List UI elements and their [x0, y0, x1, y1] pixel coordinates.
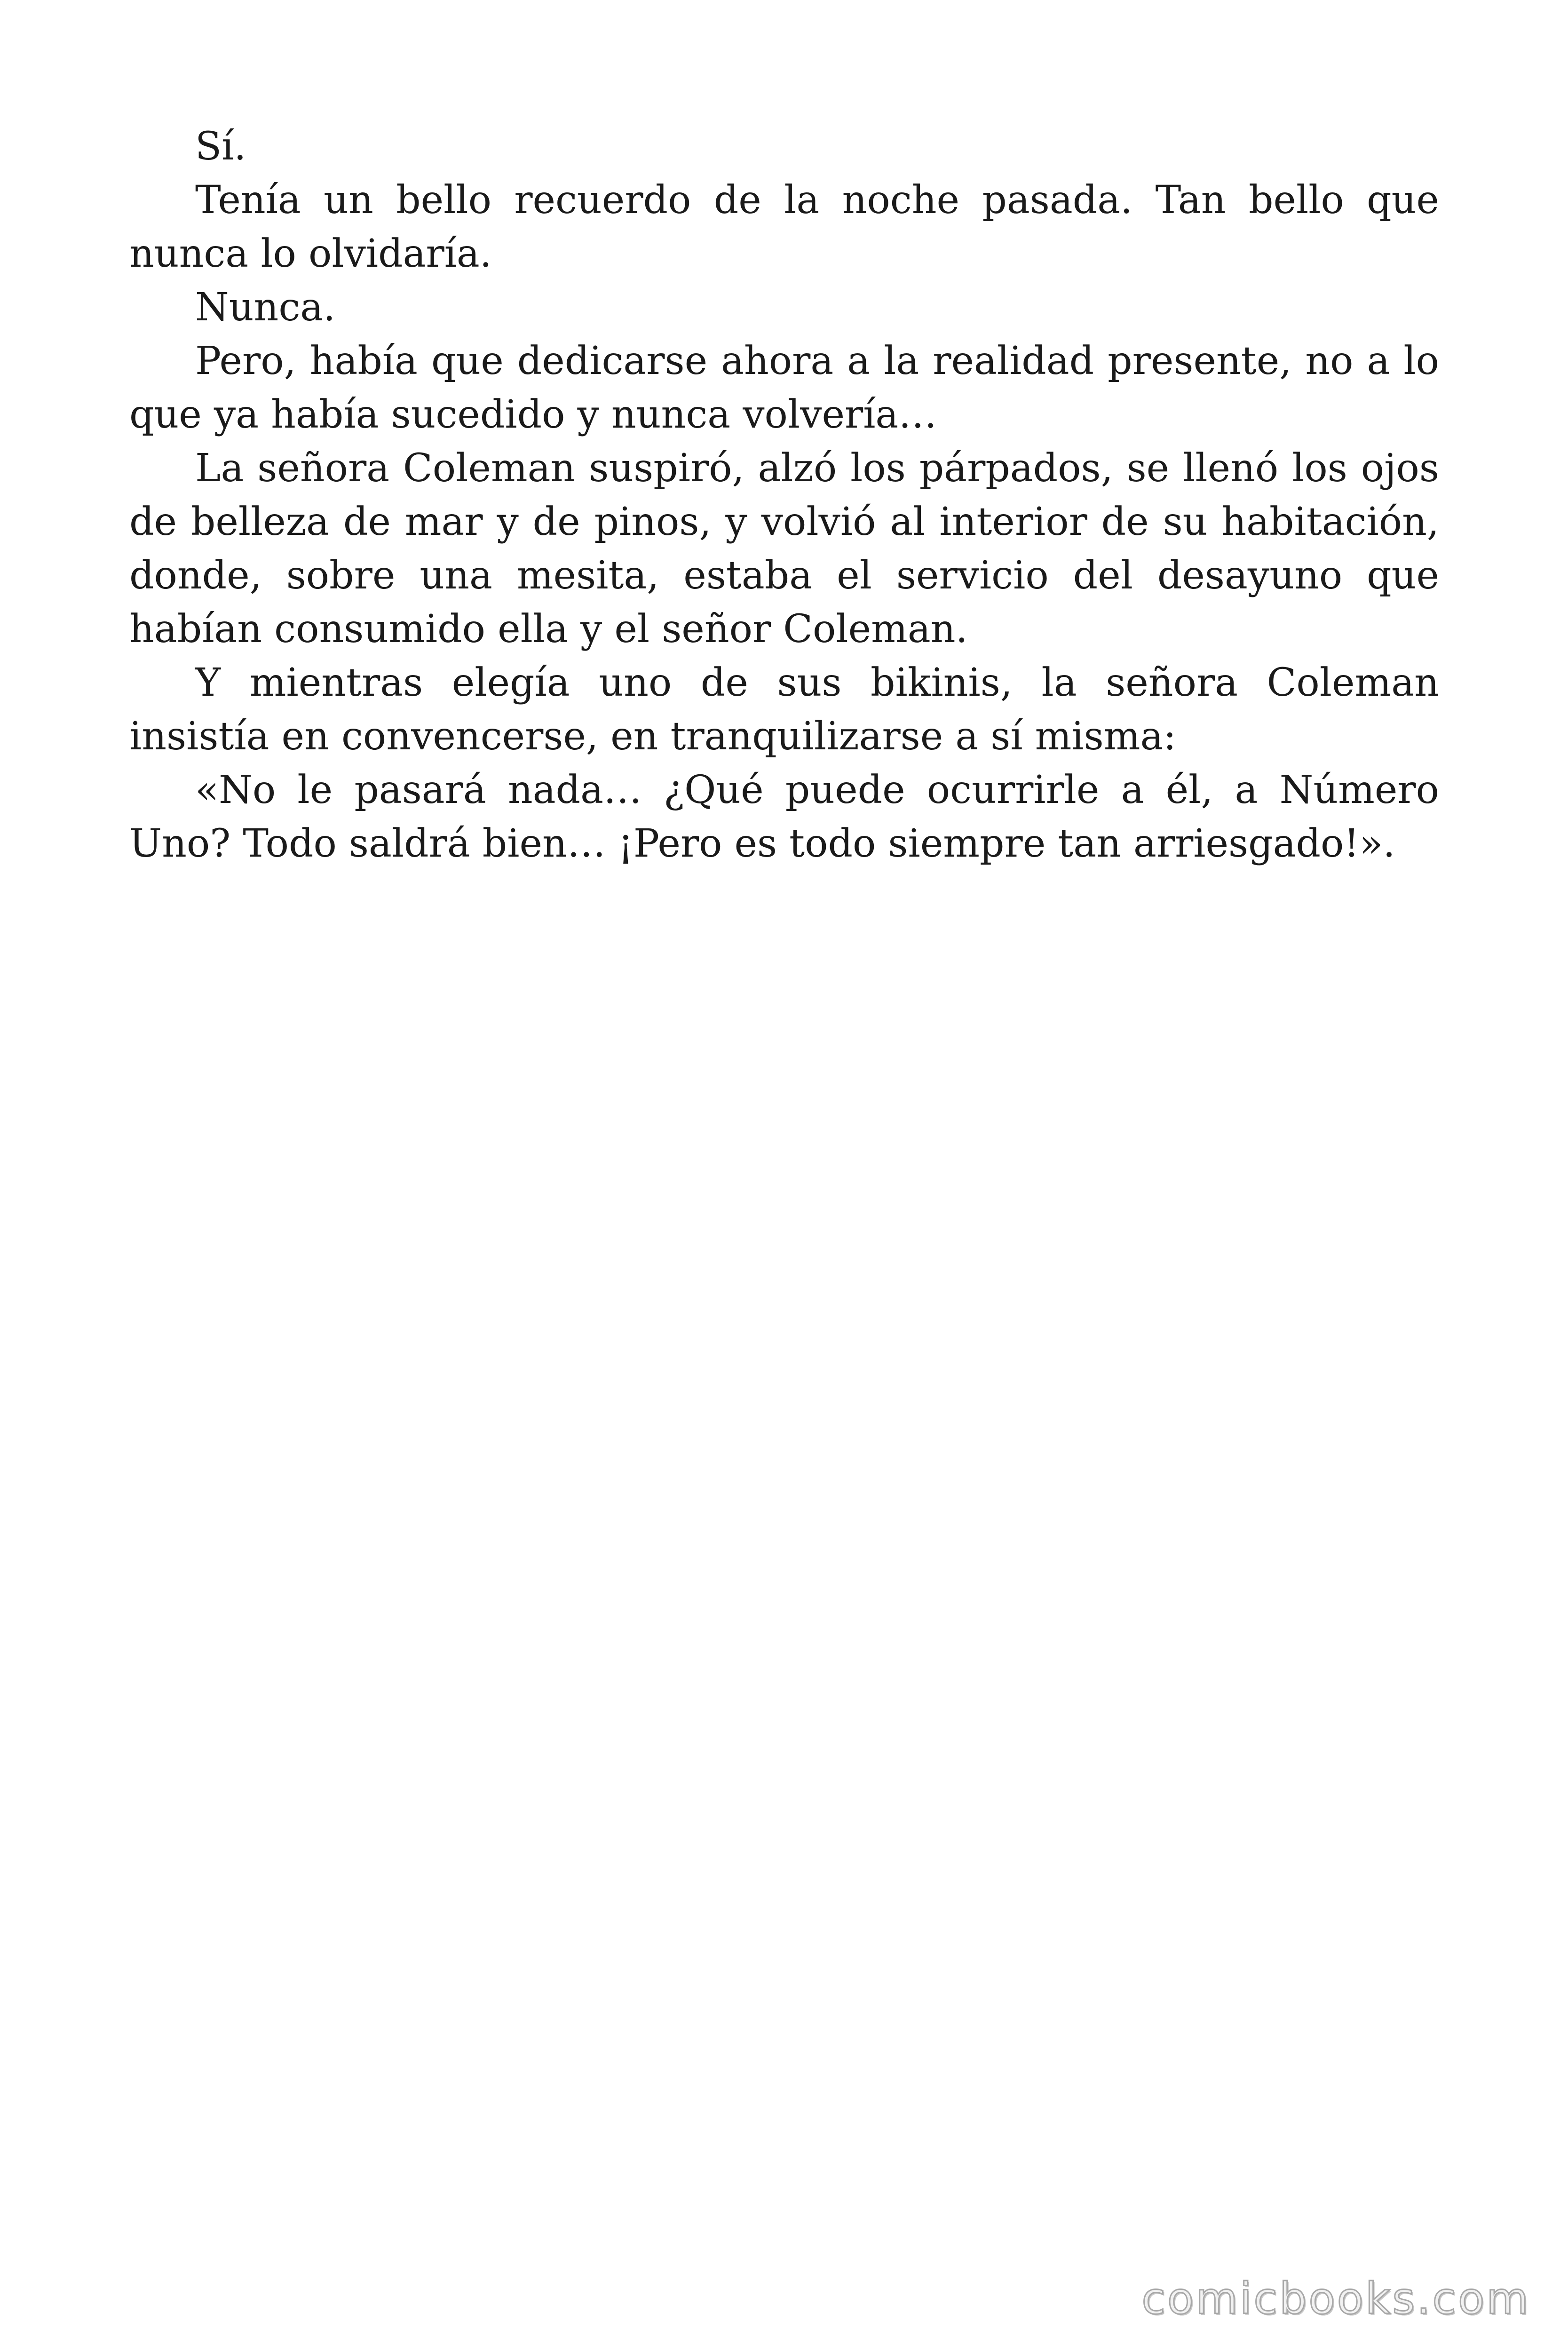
paragraph: Sí. — [195, 124, 246, 169]
paragraph: Nunca. — [195, 285, 336, 330]
body-text — [129, 120, 1439, 871]
paragraph: Pero, había que dedicarse ahora a la realidad presente, no a lo que ya había sucedido y nunca volvería… — [129, 339, 1439, 437]
paragraph: Y mientras elegía uno de sus bikinis, la señora Coleman insistía en convencerse, en tranquilizarse a sí misma: — [129, 660, 1439, 759]
paragraph: Tenía un bello recuerdo de la noche pasada. Tan bello que nunca lo olvidaría. — [129, 178, 1439, 276]
watermark: comicbooks.com — [1141, 2273, 1530, 2324]
paragraph: «No le pasará nada… ¿Qué puede ocurrirle a él, a Número Uno? Todo saldrá bien… ¡Pero es todo siempre tan arriesgado!». — [129, 768, 1439, 866]
paragraph: La señora Coleman suspiró, alzó los párpados, se llenó los ojos de belleza de mar y de pinos, y volvió al interior de su habitación, donde, sobre una mesita, estaba el servicio del desayuno que habían consumido ella y el señor Coleman. — [129, 446, 1439, 652]
